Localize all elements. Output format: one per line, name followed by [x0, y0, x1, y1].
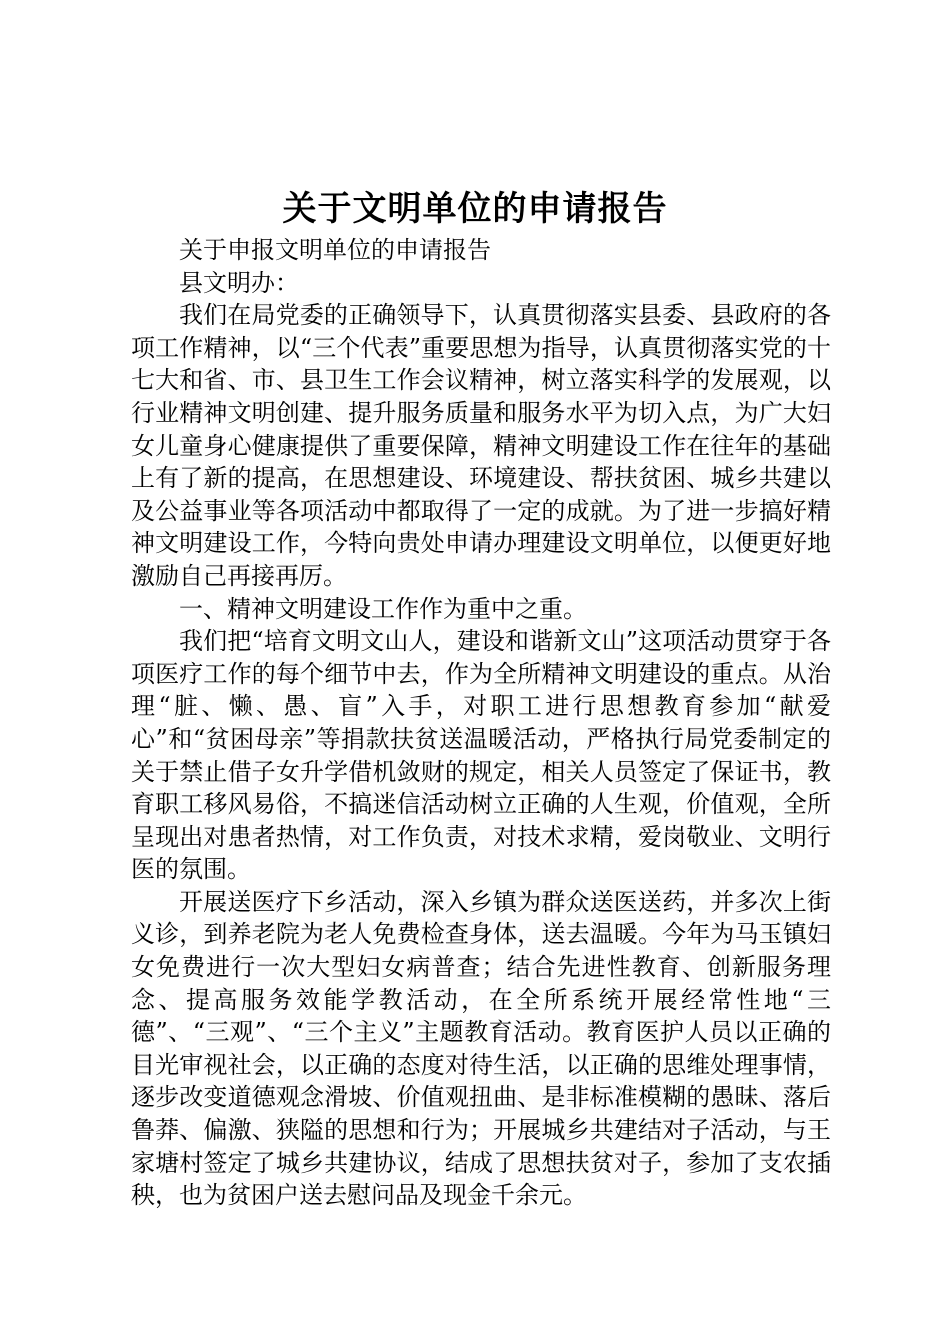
paragraph-section-body-1: 我们把“培育文明文山人，建设和谐新文山”这项活动贯穿于各项医疗工作的每个细节中去，作为全所精神文明建设的重点。从治理“脏、懒、愚、盲”入手，对职工进行思想教育参加“献爱心”和“贫困母亲”等捐款扶贫送温暖活动，严格执行局党委制定的关于禁止借子女升学借机敛财的规定，相关人员签定了保证书，教育职工移风易俗，不搞迷信活动树立正确的人生观，价值观，全所呈现出对患者热情，对工作负责，对技术求精，爱岗敬业、文明行医的氛围。 [131, 627, 831, 884]
document-title: 关于文明单位的申请报告 [282, 189, 668, 229]
paragraph-subject: 关于申报文明单位的申请报告 [179, 236, 491, 264]
document-body [131, 234, 831, 1212]
paragraph-section-body-2: 开展送医疗下乡活动，深入乡镇为群众送医送药，并多次上街义诊，到养老院为老人免费检查身体，送去温暖。今年为马玉镇妇女免费进行一次大型妇女病普查；结合先进性教育、创新服务理念、提高服务效能学教活动，在全所系统开展经常性地“三德”、“三观”、“三个主义”主题教育活动。教育医护人员以正确的目光审视社会，以正确的态度对待生活，以正确的思维处理事情，逐步改变道德观念滑坡、价值观扭曲、是非标准模糊的愚昧、落后鲁莽、偏激、狭隘的思想和行为；开展城乡共建结对子活动，与王家塘村签定了城乡共建协议，结成了思想扶贫对子，参加了支农插秧，也为贫困户送去慰问品及现金千余元。 [131, 887, 831, 1210]
paragraph-addressee: 县文明办： [179, 268, 299, 297]
paragraph-intro: 我们在局党委的正确领导下，认真贯彻落实县委、县政府的各项工作精神，以“三个代表”重要思想为指导，认真贯彻落实党的十七大和省、市、县卫生工作会议精神，树立落实科学的发展观，以行业精神文明创建、提升服务质量和服务水平为切入点，为广大妇女儿童身心健康提供了重要保障，精神文明建设工作在往年的基础上有了新的提高，在思想建设、环境建设、帮扶贫困、城乡共建以及公益事业等各项活动中都取得了一定的成就。为了进一步搞好精神文明建设工作，今特向贵处申请办理建设文明单位，以便更好地激励自己再接再厉。 [131, 301, 831, 590]
paragraph-section-heading: 一、精神文明建设工作作为重中之重。 [179, 594, 587, 623]
